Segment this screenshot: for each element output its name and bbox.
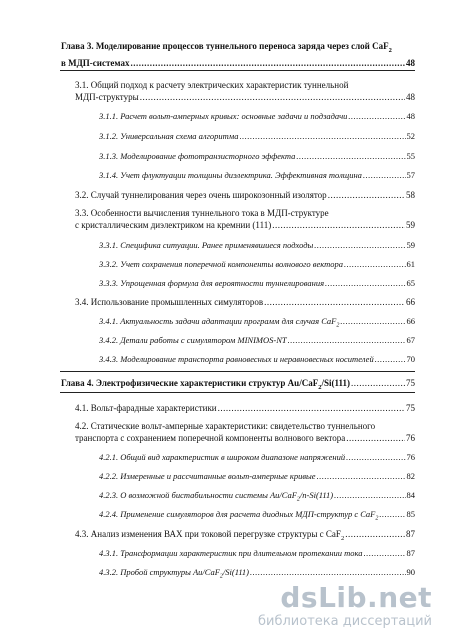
toc-subsection-3-3-1[interactable]	[0, 239, 450, 251]
toc-section-3-2[interactable]	[0, 189, 450, 201]
toc-page-number: 59	[406, 240, 415, 250]
toc-page-number: 85	[406, 509, 415, 519]
toc-subsection-4-3-2[interactable]: 4.3.2. Пробой структуры Au/CaF$_2$/Si(111) ..... 90	[0, 566, 450, 583]
toc-subsection-title: 3.4.3. Моделирование транспорта равновесных и неравновесных носителей	[99, 354, 374, 364]
toc-section-title: 4.1. Вольт-фарадные характеристики	[75, 403, 217, 413]
toc-page-number: 75	[406, 403, 415, 413]
toc-subsection-title: 3.1.3. Моделирование фототранзисторного эффекта	[99, 151, 296, 161]
toc-page-number: 55	[406, 151, 415, 161]
toc-section-title-cont: с кристаллическим диэлектриком на кремнии (111)	[75, 220, 272, 230]
toc-page-number: 70	[406, 354, 415, 364]
toc-page-number: 48	[406, 57, 415, 68]
toc-page-number: 57	[406, 170, 415, 180]
toc-page-number: 58	[406, 190, 415, 200]
toc-subsection-title: 4.2.4. Применение симуляторов для расчета диодных МДП-структур с CaF	[99, 509, 376, 519]
toc-subsection-title: 4.2.2. Измеренные и рассчитанные вольт-амперные кривые	[99, 471, 316, 481]
divider	[60, 70, 415, 71]
toc-section-title: 4.3. Анализ изменения ВАХ при токовой перегрузке структуры с CaF	[75, 529, 341, 539]
toc-chapter-4-title: Глава 4. Электрофизические характеристики структур Au/CaF	[61, 378, 319, 388]
toc-section-title: 4.2. Статические вольт-амперные характеристики: свидетельство туннельного	[75, 421, 376, 431]
toc-subsection-3-1-2[interactable]	[0, 130, 450, 142]
toc-page-number: 52	[406, 131, 415, 141]
toc-chapter-3[interactable]: Глава 3. Моделирование процессов туннельного переноса заряда через слой CaF$_2$ в МДП-системах ..... 48	[0, 40, 450, 69]
toc-chapter-3-title: Глава 3. Моделирование процессов туннельного переноса заряда через слой CaF	[61, 41, 389, 51]
toc-subsection-3-4-3[interactable]	[0, 353, 450, 365]
divider	[60, 392, 415, 393]
toc-section-4-3[interactable]: 4.3. Анализ изменения ВАХ при токовой перегрузке структуры с CaF$_2$ ..... 87	[0, 528, 450, 545]
toc-page-number: 87	[406, 548, 415, 558]
toc-subsection-4-2-1[interactable]	[0, 451, 450, 463]
toc-subsection-3-1-4[interactable]	[0, 169, 450, 181]
toc-page-number: 67	[406, 335, 415, 345]
watermark-logo: dsLib.net	[280, 581, 432, 614]
toc-subsection-3-4-1[interactable]: 3.4.1. Актуальность задачи адаптации программ для случая CaF$_2$ ..... 66	[0, 315, 450, 332]
toc-subsection-4-3-1[interactable]	[0, 547, 450, 559]
toc-subsection-title: 3.3.1. Специфика ситуации. Ранее применявшиеся подходы	[99, 240, 314, 250]
toc-subsection-title: 3.3.2. Учет сохранения поперечной компоненты волнового вектора	[99, 259, 343, 269]
toc-page-number: 87	[406, 529, 415, 539]
toc-subsection-title: 4.3.2. Пробой структуры Au/CaF	[99, 567, 220, 577]
toc-section-title: 3.3. Особенности вычисления туннельного тока в МДП-структуре	[75, 208, 329, 218]
toc-subsection-title: 4.2.1. Общий вид характеристик в широком диапазоне напряжений	[99, 452, 346, 462]
toc-subsection-title: 3.1.2. Универсальная схема алгоритма	[99, 131, 239, 141]
toc-subsection-3-3-2[interactable]	[0, 258, 450, 270]
toc-subsection-title: 3.1.4. Учет флуктуации толщины диэлектрика. Эффективная толщина	[99, 170, 362, 180]
toc-page-number: 76	[406, 433, 415, 443]
toc-subsection-3-3-3[interactable]	[0, 277, 450, 289]
toc-section-title: 3.1. Общий подход к расчету электрических характеристик туннельной	[75, 80, 349, 90]
toc-subsection-title: 3.3.3. Упрощенная формула для вероятности туннелирования	[99, 278, 325, 288]
toc-page-number: 75	[406, 378, 415, 388]
toc-section-3-4[interactable]	[0, 296, 450, 308]
toc-page-number: 48	[406, 111, 415, 121]
toc-subsection-title: 3.4.2. Детали работы с симулятором MINIMOS-NT	[99, 335, 287, 345]
watermark	[258, 581, 432, 629]
toc-page-number: 76	[406, 452, 415, 462]
toc-section-3-3[interactable]	[0, 207, 450, 231]
divider	[60, 371, 415, 372]
toc-page-number: 59	[406, 220, 415, 230]
toc-page-number: 66	[406, 316, 415, 326]
toc-page-number: 90	[406, 567, 415, 577]
toc-page-number: 84	[406, 490, 415, 500]
toc-section-3-1[interactable]	[0, 79, 450, 103]
toc-section-title: 3.2. Случай туннелирования через очень широкозонный изолятор	[75, 190, 327, 200]
toc-section-4-1[interactable]	[0, 402, 450, 414]
toc-section-title-cont: МДП-структуры	[75, 92, 139, 102]
toc-subsection-title: 4.3.1. Трансформации характеристик при длительном протекании тока	[99, 548, 363, 558]
toc-page-number: 66	[406, 297, 415, 307]
toc-subsection-4-2-4[interactable]: 4.2.4. Применение симуляторов для расчета диодных МДП-структур с CaF$_2$ ..... 85	[0, 508, 450, 525]
toc-subsection-title: 3.4.1. Актуальность задачи адаптации программ для случая CaF	[99, 316, 337, 326]
toc-chapter-4[interactable]: Глава 4. Электрофизические характеристики структур Au/CaF$_2$/Si(111) ..... 75	[0, 377, 450, 394]
toc-section-title-cont: транспорта с сохранением поперечной компоненты волнового вектора	[75, 433, 346, 443]
toc-subsection-4-2-2[interactable]	[0, 470, 450, 482]
toc-subsection-3-1-3[interactable]	[0, 150, 450, 162]
toc-section-title: 3.4. Использование промышленных симуляторов	[75, 297, 264, 307]
toc-page-number: 48	[406, 92, 415, 102]
toc-page-number: 61	[406, 259, 415, 269]
toc-subsection-3-1-1[interactable]	[0, 110, 450, 122]
toc-subsection-title: 3.1.1. Расчет вольт-амперных кривых: основные задачи и подзадачи	[99, 111, 348, 121]
toc-chapter-3-title-cont: в МДП-системах	[61, 57, 130, 68]
toc-page-number: 82	[406, 471, 415, 481]
watermark-subtitle: библиотека диссертаций	[258, 614, 432, 629]
toc-page-number: 65	[406, 278, 415, 288]
toc-subsection-3-4-2[interactable]	[0, 334, 450, 346]
toc-subsection-title: 4.2.3. О возможной бистабильности системы Au/CaF	[99, 490, 297, 500]
toc-subsection-4-2-3[interactable]: 4.2.3. О возможной бистабильности системы Au/CaF$_2$/n-Si(111) ..... 84	[0, 489, 450, 506]
toc-section-4-2[interactable]	[0, 420, 450, 444]
